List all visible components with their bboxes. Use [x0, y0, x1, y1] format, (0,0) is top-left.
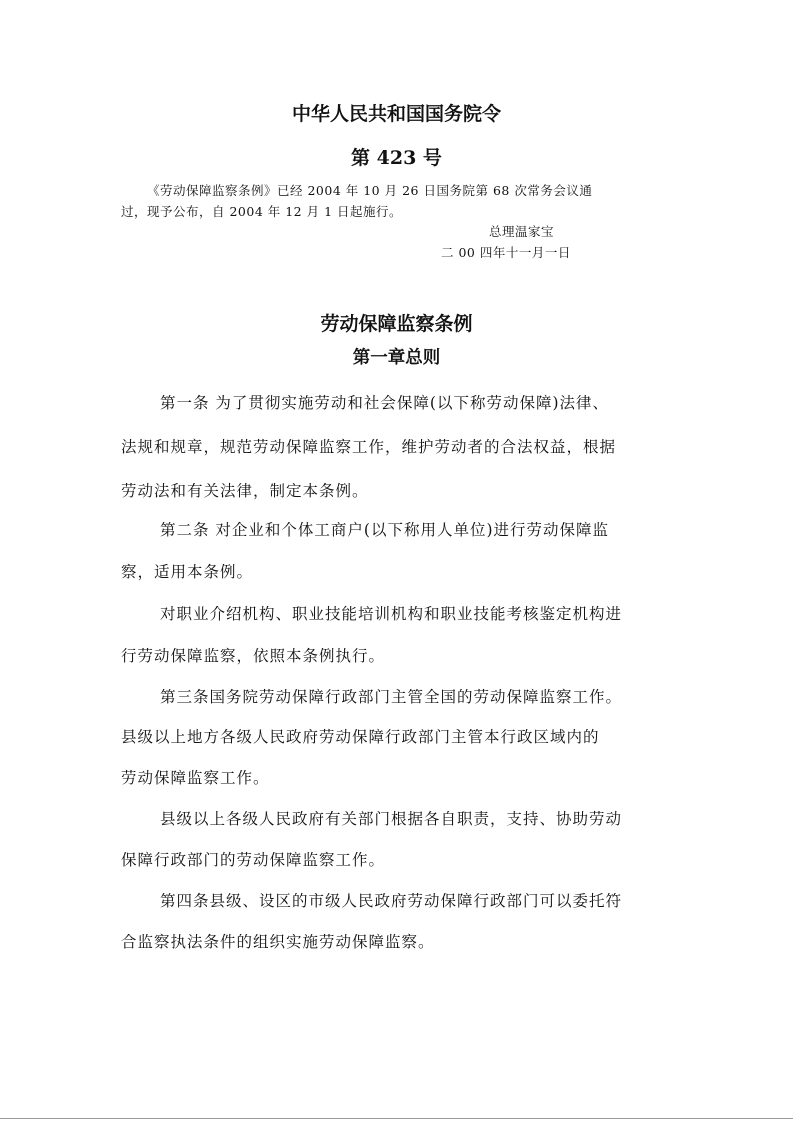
promulgation-line-2: 过，现予公布，自 2004 年 12 月 1 日起施行。	[121, 204, 403, 219]
article-1-line-2: 法规和规章，规范劳动保障监察工作，维护劳动者的合法权益，根据	[121, 438, 617, 456]
article-3-line-3: 劳动保障监察工作。	[121, 769, 270, 787]
article-3-line-1: 第三条国务院劳动保障行政部门主管全国的劳动保障监察工作。	[160, 688, 623, 706]
page-bottom-divider	[0, 1118, 793, 1119]
article-1-line-3: 劳动法和有关法律，制定本条例。	[121, 482, 369, 500]
article-2-line-2: 察，适用本条例。	[121, 563, 254, 581]
promulgation-line-1: 《劳动保障监察条例》已经 2004 年 10 月 26 日国务院第 68 次常务会议通	[147, 183, 593, 198]
article-3-line-2: 县级以上地方各级人民政府劳动保障行政部门主管本行政区域内的	[121, 728, 600, 746]
article-3-para-2-line-1: 县级以上各级人民政府有关部门根据各自职责，支持、协助劳动	[160, 810, 623, 828]
article-1-line-1: 第一条 为了贯彻实施劳动和社会保障(以下称劳动保障)法律、	[160, 394, 610, 412]
regulation-title: 劳动保障监察条例	[320, 313, 473, 335]
article-2-para-2-line-1: 对职业介绍机构、职业技能培训机构和职业技能考核鉴定机构进	[160, 605, 623, 623]
article-2-line-1: 第二条 对企业和个体工商户(以下称用人单位)进行劳动保障监	[160, 521, 610, 539]
decree-number: 第 423 号	[351, 147, 442, 169]
decree-date: 二 00 四年十一月一日	[441, 245, 571, 260]
article-4-line-2: 合监察执法条件的组织实施劳动保障监察。	[121, 933, 435, 951]
decree-title: 中华人民共和国国务院令	[291, 103, 501, 125]
article-4-line-1: 第四条县级、设区的市级人民政府劳动保障行政部门可以委托符	[160, 892, 623, 910]
signer: 总理温家宝	[489, 224, 555, 239]
article-2-para-2-line-2: 行劳动保障监察，依照本条例执行。	[121, 647, 386, 665]
article-3-para-2-line-2: 保障行政部门的劳动保障监察工作。	[121, 851, 386, 869]
chapter-heading: 第一章总则	[352, 348, 441, 368]
